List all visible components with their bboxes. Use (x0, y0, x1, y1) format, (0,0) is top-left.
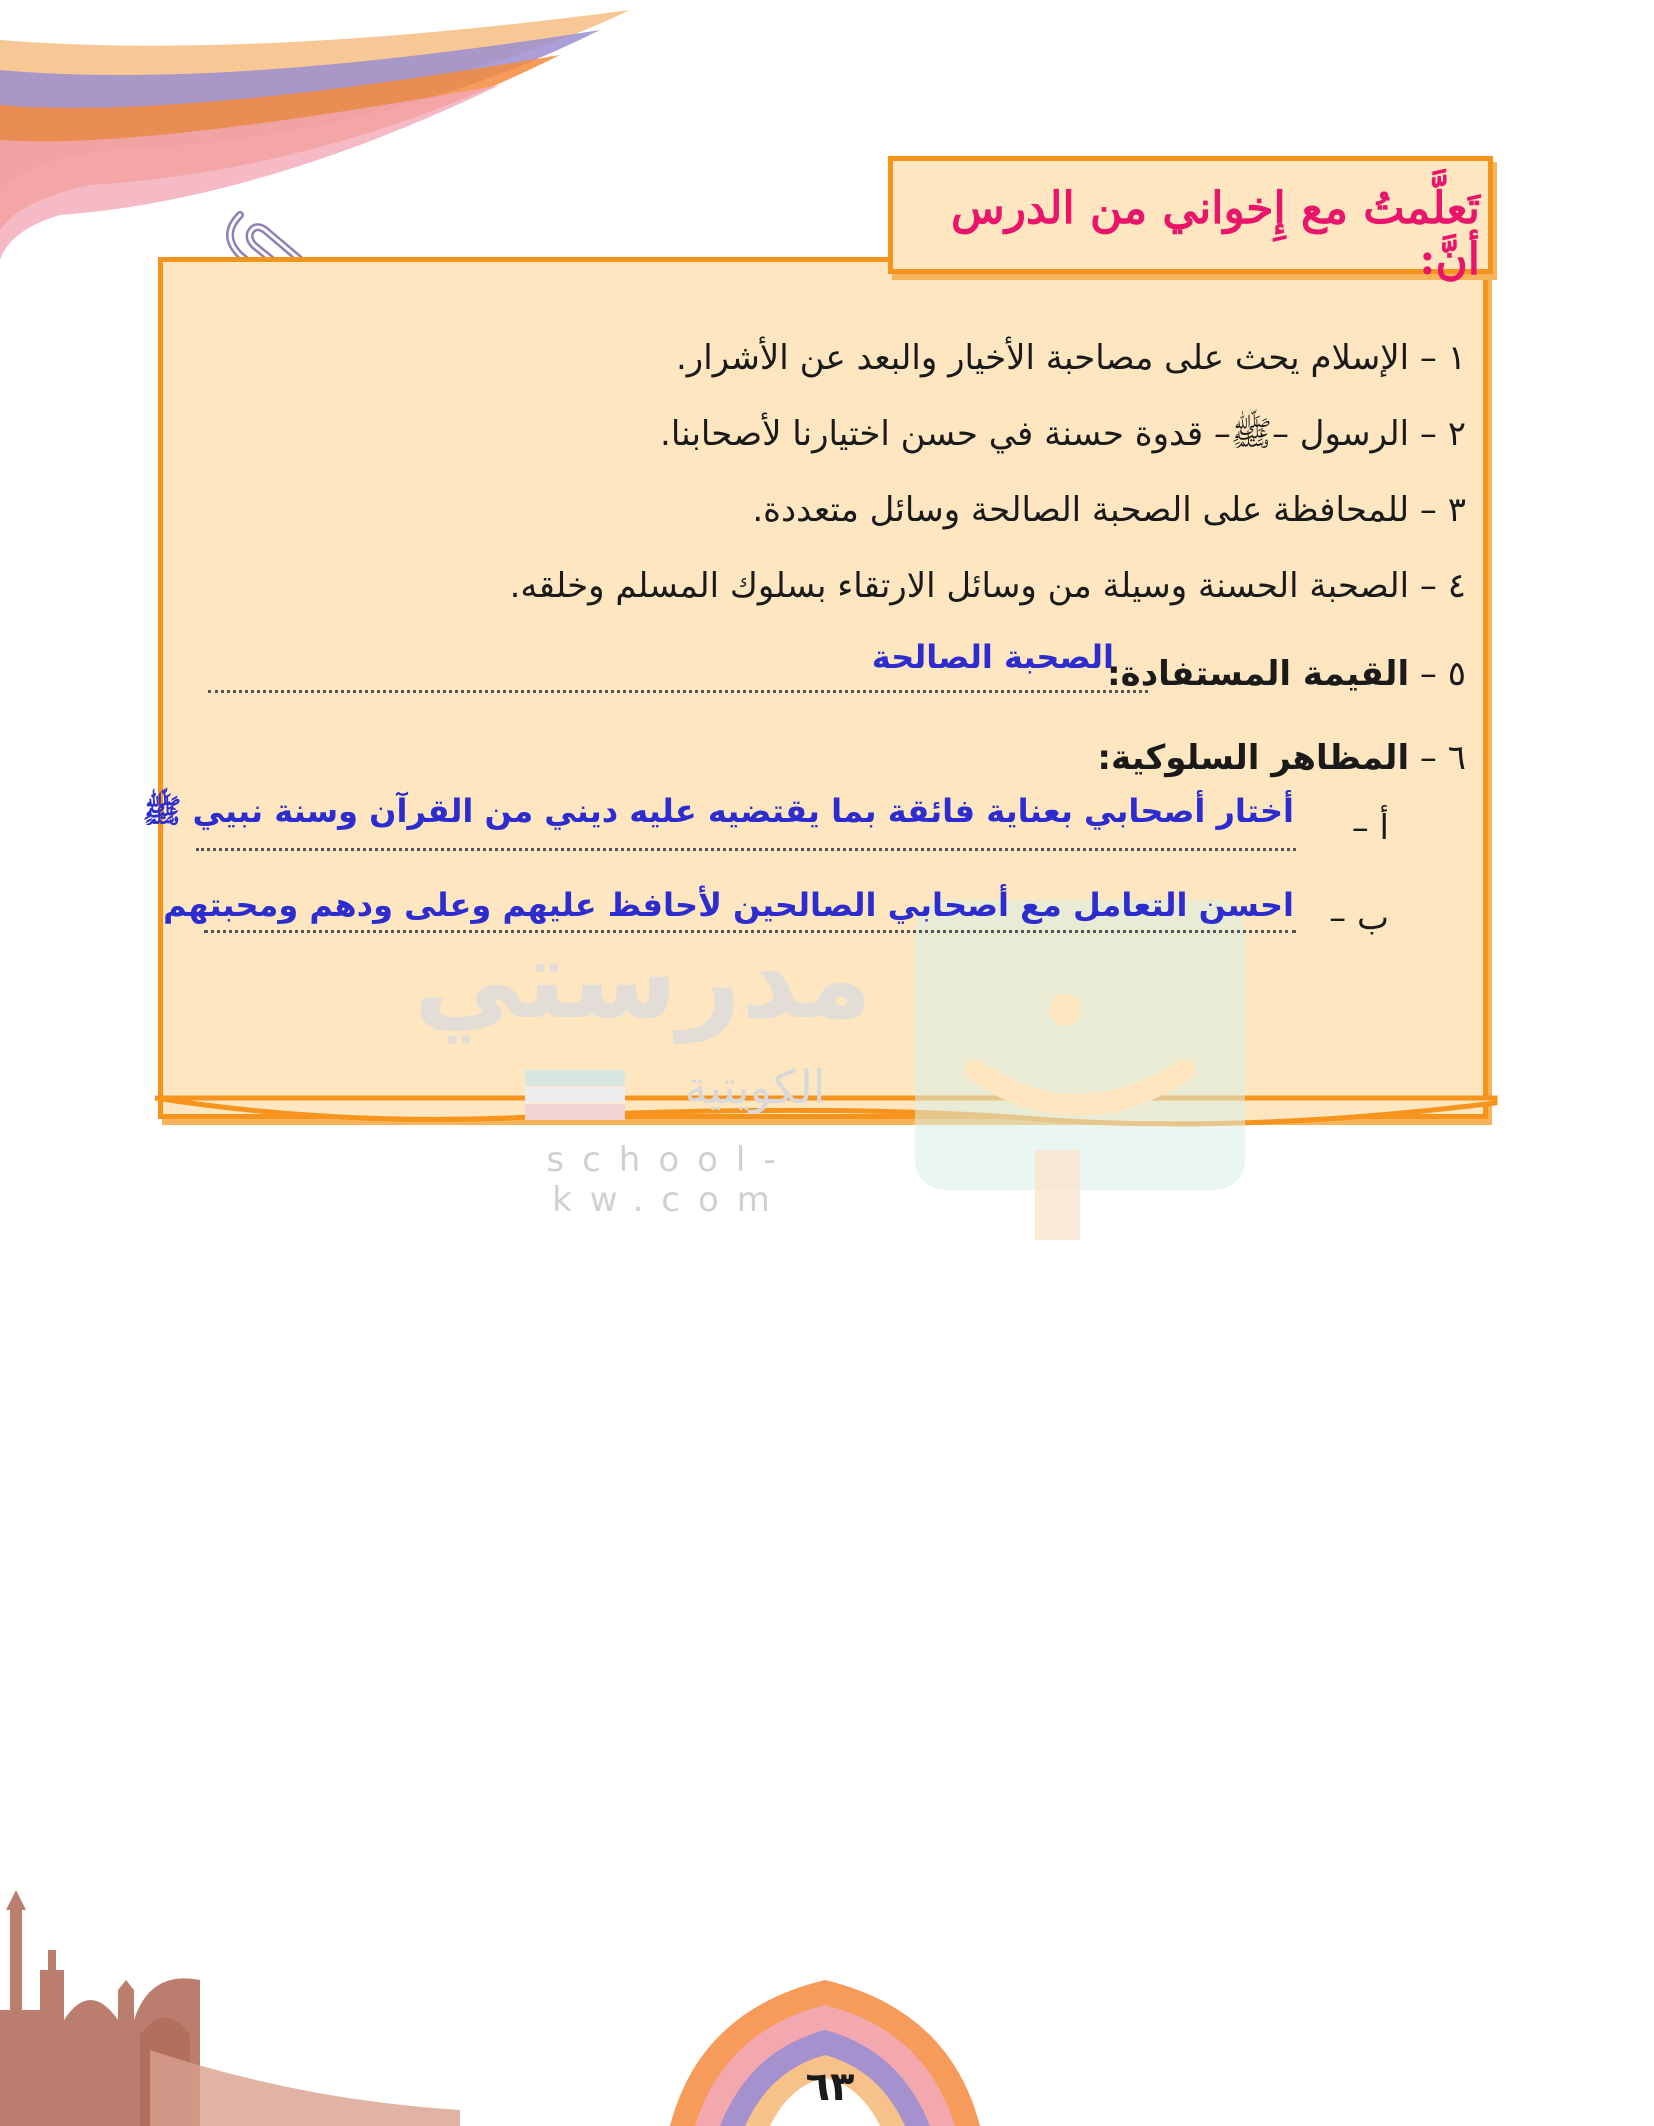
watermark-url: school-kw.com (546, 1140, 794, 1220)
value-answer: الصحبة الصالحة (871, 638, 1114, 676)
list-item (676, 338, 1466, 378)
logo-watermark (915, 900, 1245, 1240)
answer-line (196, 848, 1296, 851)
list-item (660, 413, 1466, 462)
value-label: القيمة المستفادة: (1107, 654, 1410, 694)
item-text: الصحبة الحسنة وسيلة من وسائل الارتقاء بسلوك المسلم وخلقه. (509, 566, 1410, 606)
behavior-answer: احسن التعامل مع أصحابي الصالحين لأحافظ عليهم وعلى ودهم ومحبتهم (163, 886, 1294, 924)
item-number: ٢ – (1419, 414, 1466, 454)
page-number: ٦٣ (805, 2064, 855, 2110)
item-number: ٣ – (1419, 490, 1466, 530)
answer-line (204, 930, 1296, 933)
item-text: الرسول –ﷺ– قدوة حسنة في حسن اختيارنا لأصحابنا. (660, 414, 1410, 454)
value-item (1107, 654, 1466, 694)
behavior-label: المظاهر السلوكية: (1097, 738, 1410, 778)
answer-line (208, 690, 1148, 693)
flag-watermark (525, 1070, 625, 1120)
item-number: ١ – (1419, 338, 1466, 378)
sub-item-letter: أ – (1351, 808, 1389, 848)
item-text: الإسلام يحث على مصاحبة الأخيار والبعد عن الأشرار. (676, 338, 1410, 378)
item-text: للمحافظة على الصحبة الصالحة وسائل متعددة. (752, 490, 1410, 530)
section-title: تَعلَّمتُ مع إِخواني من الدرس أنَّ: (951, 183, 1480, 285)
mosque-silhouette (0, 1850, 460, 2126)
item-number: ٤ – (1419, 566, 1466, 606)
watermark-word: مدرستي (413, 915, 873, 1043)
item-number: ٥ – (1419, 654, 1466, 694)
list-item (752, 490, 1466, 530)
sub-item-letter: ب – (1329, 898, 1389, 938)
list-item (510, 566, 1466, 606)
item-number: ٦ – (1419, 738, 1466, 778)
behavior-item (1097, 738, 1466, 778)
watermark-subtitle: الكويتية (684, 1060, 826, 1114)
behavior-answer: أختار أصحابي بعناية فائقة بما يقتضيه عليه ديني من القرآن وسنة نبيي ﷺ (142, 792, 1294, 830)
